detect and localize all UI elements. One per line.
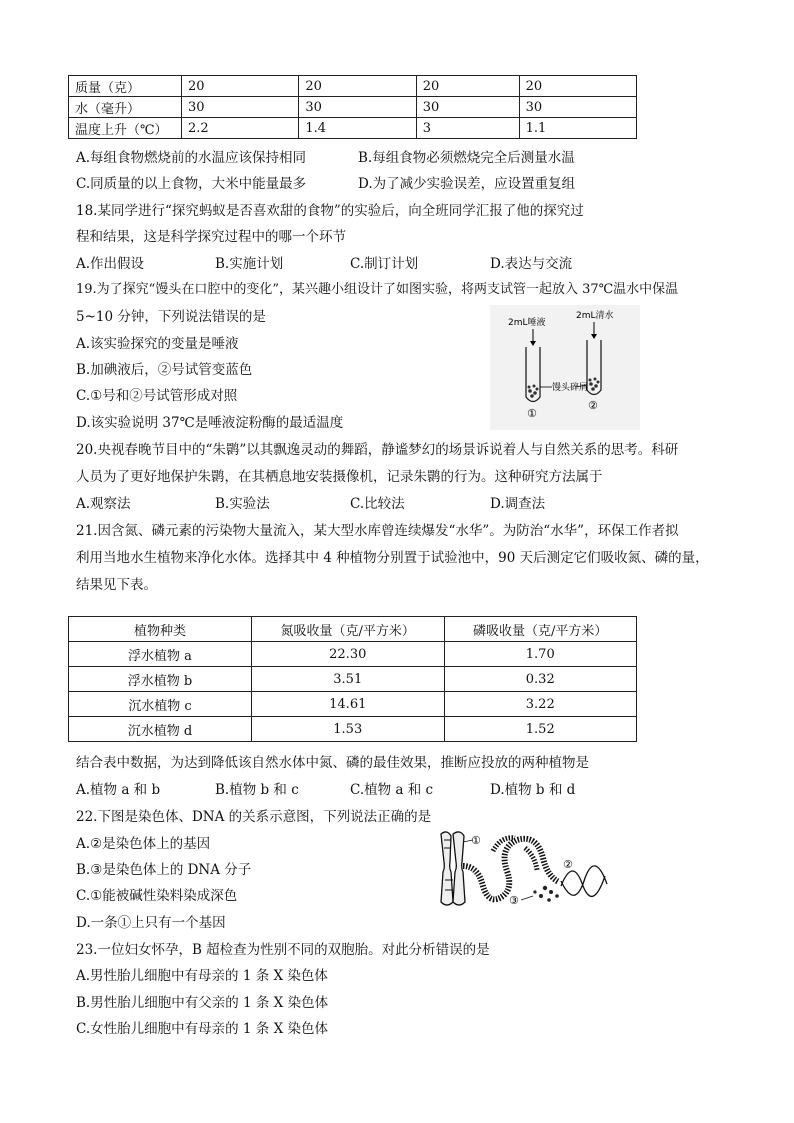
q23-stem-line1: 23.一位妇女怀孕，B 超检查为性别不同的双胞胎。对此分析错误的是: [76, 942, 490, 958]
coil-detail: [493, 838, 537, 870]
table-cell: 20: [299, 76, 416, 97]
protein-beads: [533, 886, 558, 902]
q20-stem-line2: 人员为了更好地保护朱鹮，在其栖息地安装摄像机，记录朱鹮的行为。这种研究方法属于: [76, 469, 603, 485]
test-tube-figure: [490, 305, 640, 430]
table-cell: 20: [182, 76, 299, 97]
table-row: [69, 97, 637, 118]
table-cell: 3: [416, 118, 519, 139]
q21-stem-line1: 21.因含氮、磷元素的污染物大量流入，某大型水库曾连续爆发“水华”。为防治“水华”，环保工作者拟: [76, 523, 679, 539]
table-cell: 浮水植物 b: [69, 667, 252, 692]
table-cell: 2.2: [182, 118, 299, 139]
table-cell: 30: [182, 97, 299, 118]
q23-option-c: C.女性胎儿细胞中有母亲的 1 条 X 染色体: [76, 1021, 329, 1037]
q17-option-c: C.同质量的以上食物，大米中能量最多: [76, 176, 307, 192]
q21-stem-line2: 利用当地水生植物来净化水体。选择其中 4 种植物分别置于试验池中，90 天后测定它们吸收氮、磷的量，: [76, 550, 709, 566]
q22-option-c: C.①能被碱性染料染成深色: [76, 888, 238, 904]
q19-option-d: D.该实验说明 37℃是唾液淀粉酶的最适温度: [76, 415, 344, 431]
q19-option-c: C.①号和②号试管形成对照: [76, 388, 238, 404]
q20-option-d: D.调查法: [490, 496, 546, 512]
table-cell: 20: [519, 76, 636, 97]
table-cell: 3.22: [444, 692, 637, 717]
label-1: ①: [471, 834, 481, 847]
row-label: 质量（克）: [69, 76, 182, 97]
q18-option-a: A.作出假设: [76, 256, 145, 272]
q18-stem-line1: 18.某同学进行“探究蚂蚁是否喜欢甜的食物”的实验后，向全班同学汇报了他的探究过: [76, 203, 584, 219]
label-3: ③: [509, 894, 519, 907]
q17-option-b: B.每组食物必须燃烧完全后测量水温: [358, 150, 575, 166]
q22-option-b: B.③是染色体上的 DNA 分子: [76, 862, 252, 878]
label-line-3: [521, 896, 533, 900]
tube-1-number: ①: [527, 407, 537, 420]
table-cell: 1.53: [252, 717, 445, 742]
table-cell: 1.1: [519, 118, 636, 139]
chromosome-dna-figure: [433, 826, 618, 911]
coiled-dna: [463, 839, 559, 900]
q20-stem-line1: 20.央视春晚节目中的“朱鹮”以其飘逸灵动的舞蹈，静谧梦幻的场景诉说着人与自然关系的思考。科研: [76, 442, 679, 458]
table-cell: 1.70: [444, 642, 637, 667]
plant-absorption-table: [68, 616, 637, 742]
label-2: ②: [563, 858, 573, 871]
row-label: 温度上升（℃）: [69, 118, 182, 139]
q21-option-b: B.植物 b 和 c: [215, 782, 299, 798]
food-energy-table: [68, 75, 637, 139]
q18-stem-line2: 程和结果，这是科学探究过程中的哪一个环节: [76, 229, 346, 245]
table-cell: 1.4: [299, 118, 416, 139]
q19-stem-line1: 19.为了探究“馒头在口腔中的变化”，某兴趣小组设计了如图实验，将两支试管一起放入 37℃温水中保温: [76, 282, 679, 297]
table-header-row: [69, 617, 637, 642]
q19-stem-line2: 5~10 分钟，下列说法错误的是: [76, 309, 266, 325]
q22-option-a: A.②是染色体上的基因: [76, 836, 211, 852]
table-row: [69, 667, 637, 692]
table-cell: 30: [299, 97, 416, 118]
tube-2-number: ②: [588, 399, 598, 412]
q22-option-d: D.一条①上只有一个基因: [76, 915, 226, 931]
table-cell: 沉水植物 d: [69, 717, 252, 742]
q17-option-d: D.为了减少实验误差，应设置重复组: [358, 176, 576, 192]
q21-stem-line3: 结果见下表。: [76, 577, 157, 593]
q17-option-a: A.每组食物燃烧前的水温应该保持相同: [76, 150, 307, 166]
q21-option-a: A.植物 a 和 b: [76, 782, 161, 798]
q18-option-d: D.表达与交流: [490, 256, 573, 272]
water-label: 2mL清水: [576, 311, 614, 321]
table-cell: 0.32: [444, 667, 637, 692]
table-cell: 浮水植物 a: [69, 642, 252, 667]
table-row: [69, 642, 637, 667]
table-cell: 30: [519, 97, 636, 118]
column-header: 植物种类: [69, 617, 252, 642]
q18-option-c: C.制订计划: [350, 256, 419, 272]
table-cell: 1.52: [444, 717, 637, 742]
table-cell: 沉水植物 c: [69, 692, 252, 717]
q19-option-b: B.加碘液后，②号试管变蓝色: [76, 362, 253, 378]
table-cell: 30: [416, 97, 519, 118]
column-header: 磷吸收量（克/平方米）: [444, 617, 637, 642]
row-label: 水（毫升）: [69, 97, 182, 118]
q20-option-a: A.观察法: [76, 496, 131, 512]
q22-stem-line1: 22.下图是染色体、DNA 的关系示意图，下列说法正确的是: [76, 809, 432, 825]
q21-stem-line4: 结合表中数据，为达到降低该自然水体中氮、磷的最佳效果，推断应投放的两种植物是: [76, 755, 589, 771]
table-row: [69, 118, 637, 139]
table-cell: 14.61: [252, 692, 445, 717]
table-cell: 20: [416, 76, 519, 97]
table-cell: 22.30: [252, 642, 445, 667]
q23-option-b: B.男性胎儿细胞中有父亲的 1 条 X 染色体: [76, 995, 329, 1011]
table-row: [69, 717, 637, 742]
table-row: [69, 692, 637, 717]
q20-option-b: B.实验法: [215, 496, 270, 512]
chromosome-shape: [441, 832, 465, 905]
q21-option-d: D.植物 b 和 d: [490, 782, 576, 798]
q18-option-b: B.实施计划: [215, 256, 284, 272]
saliva-label: 2mL唾液: [508, 318, 546, 328]
table-cell: 3.51: [252, 667, 445, 692]
table-row: [69, 76, 637, 97]
bread-crumb-label: 馒头碎屑: [552, 383, 589, 393]
column-header: 氮吸收量（克/平方米）: [252, 617, 445, 642]
q20-option-c: C.比较法: [350, 496, 405, 512]
q23-option-a: A.男性胎儿细胞中有母亲的 1 条 X 染色体: [76, 968, 328, 984]
q19-option-a: A.该实验探究的变量是唾液: [76, 336, 239, 352]
q21-option-c: C.植物 a 和 c: [350, 782, 434, 798]
